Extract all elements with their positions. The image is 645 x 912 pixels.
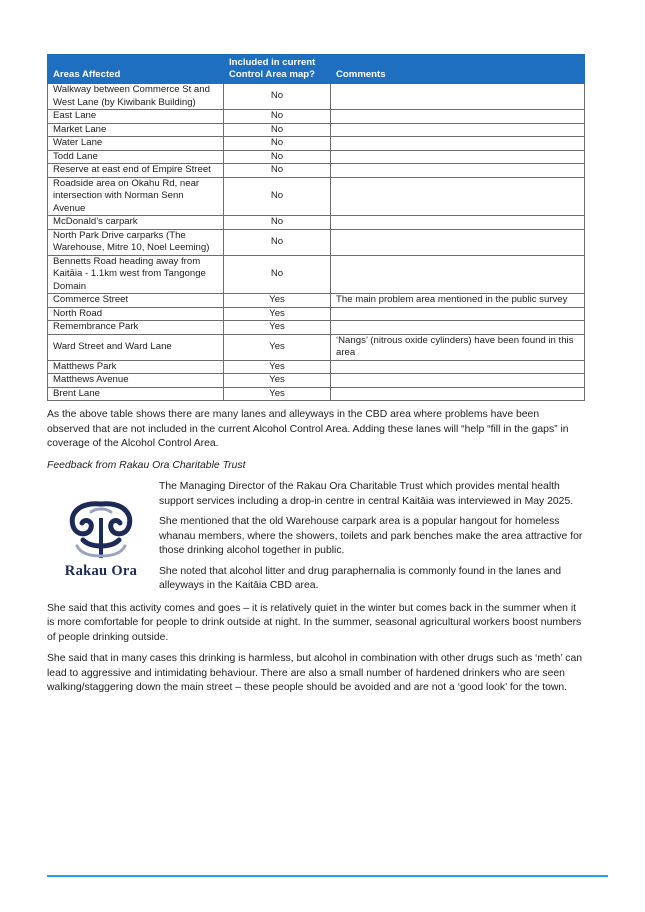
cell-comment <box>331 216 585 230</box>
table-row <box>48 177 585 216</box>
cell-area: McDonald’s carpark <box>48 216 224 230</box>
cell-included: Yes <box>224 334 331 360</box>
cell-comment <box>331 321 585 335</box>
cell-comment <box>331 374 585 388</box>
cell-comment <box>331 387 585 401</box>
cell-area: Market Lane <box>48 123 224 137</box>
table-row <box>48 334 585 360</box>
cell-included: Yes <box>224 321 331 335</box>
cell-comment <box>331 360 585 374</box>
table-row <box>48 137 585 151</box>
cell-area: Water Lane <box>48 137 224 151</box>
cell-comment: ‘Nangs’ (nitrous oxide cylinders) have been found in this area <box>331 334 585 360</box>
header-included: Included in current Control Area map? <box>224 55 331 84</box>
cell-area: Reserve at east end of Empire Street <box>48 164 224 178</box>
cell-area: Matthews Park <box>48 360 224 374</box>
cell-comment: The main problem area mentioned in the public survey <box>331 294 585 308</box>
header-areas-affected: Areas Affected <box>48 55 224 84</box>
cell-comment <box>331 229 585 255</box>
cell-included: Yes <box>224 374 331 388</box>
cell-area: Walkway between Commerce St and West Lane (by Kiwibank Building) <box>48 84 224 110</box>
cell-area: Ward Street and Ward Lane <box>48 334 224 360</box>
cell-included: No <box>224 84 331 110</box>
cell-included: No <box>224 177 331 216</box>
cell-included: No <box>224 255 331 294</box>
cell-area: North Road <box>48 307 224 321</box>
table-row <box>48 307 585 321</box>
cell-included: No <box>224 150 331 164</box>
feedback-paragraph: She noted that alcohol litter and drug paraphernalia is commonly found in the lanes and alleyways in the Kaitāia CBD area. <box>159 565 562 591</box>
table-row <box>48 150 585 164</box>
closing-paragraph: She said that this activity comes and goes – it is relatively quiet in the winter but comes back in the summer when it is more comfortable for people to drink outside at night. In the summer, seasonal agricultural workers boost numbers of people drinking outside. <box>47 602 582 643</box>
cell-area: Todd Lane <box>48 150 224 164</box>
rakau-ora-logo <box>47 480 159 600</box>
cell-included: No <box>224 137 331 151</box>
cell-included: No <box>224 110 331 124</box>
cell-comment <box>331 110 585 124</box>
cell-comment <box>331 123 585 137</box>
cell-included: Yes <box>224 360 331 374</box>
cell-area: Matthews Avenue <box>48 374 224 388</box>
cell-included: No <box>224 123 331 137</box>
cell-comment <box>331 150 585 164</box>
table-row <box>48 229 585 255</box>
cell-included: Yes <box>224 294 331 308</box>
areas-table <box>47 54 585 401</box>
cell-comment <box>331 177 585 216</box>
cell-comment <box>331 164 585 178</box>
cell-comment <box>331 137 585 151</box>
table-row <box>48 360 585 374</box>
feedback-heading: Feedback from Rakau Ora Charitable Trust <box>47 459 246 471</box>
header-comments: Comments <box>331 55 585 84</box>
cell-comment <box>331 84 585 110</box>
feedback-paragraph: The Managing Director of the Rakau Ora Charitable Trust which provides mental health support services including a drop-in centre in central Kaitāia was interviewed in May 2025. <box>159 481 574 507</box>
feedback-section <box>47 480 584 600</box>
feedback-text <box>159 480 584 600</box>
cell-area: Roadside area on Okahu Rd, near intersection with Norman Senn Avenue <box>48 177 224 216</box>
footer-divider <box>47 875 608 877</box>
cell-area: Bennetts Road heading away from Kaitāia - 1.1km west from Tangonge Domain <box>48 255 224 294</box>
cell-included: Yes <box>224 387 331 401</box>
table-row <box>48 321 585 335</box>
cell-area: North Park Drive carparks (The Warehouse, Mitre 10, Noel Leeming) <box>48 229 224 255</box>
closing-paragraph: She said that in many cases this drinking is harmless, but alcohol in combination with other drugs such as ‘meth’ can lead to aggressive and intimidating behaviour. There are also a small number of hardened drinkers who are seen walking/staggering down the main street – these people should be avoided and are not a ‘good look’ for the town. <box>47 653 583 693</box>
cell-area: Brent Lane <box>48 387 224 401</box>
cell-comment <box>331 307 585 321</box>
cell-included: Yes <box>224 307 331 321</box>
table-header-row <box>48 55 585 84</box>
cell-area: East Lane <box>48 110 224 124</box>
document-page <box>47 54 584 703</box>
table-row <box>48 255 585 294</box>
cell-area: Remembrance Park <box>48 321 224 335</box>
table-row <box>48 294 585 308</box>
table-row <box>48 374 585 388</box>
table-row <box>48 110 585 124</box>
table-row <box>48 216 585 230</box>
table-row <box>48 387 585 401</box>
feedback-paragraph: She mentioned that the old Warehouse carpark area is a popular hangout for homeless whanau members, where the showers, toilets and park benches make the area attractive for those drinking alcohol together in public. <box>159 516 583 556</box>
table-row <box>48 123 585 137</box>
cell-included: No <box>224 216 331 230</box>
table-body <box>48 84 585 401</box>
cell-included: No <box>224 164 331 178</box>
cell-comment <box>331 255 585 294</box>
table-row <box>48 84 585 110</box>
logo-text: Rakau Ora <box>64 563 138 579</box>
cell-included: No <box>224 229 331 255</box>
closing-section <box>47 602 584 696</box>
cell-area: Commerce Street <box>48 294 224 308</box>
paragraph-after-table: As the above table shows there are many lanes and alleyways in the CBD area where problems have been observed that are not included in the current Alcohol Control Area. Adding these lanes will “help “fill in the gaps” in coverage of the Alcohol Control Area. <box>47 409 569 449</box>
rakau-ora-emblem-icon <box>51 496 151 560</box>
table-row <box>48 164 585 178</box>
